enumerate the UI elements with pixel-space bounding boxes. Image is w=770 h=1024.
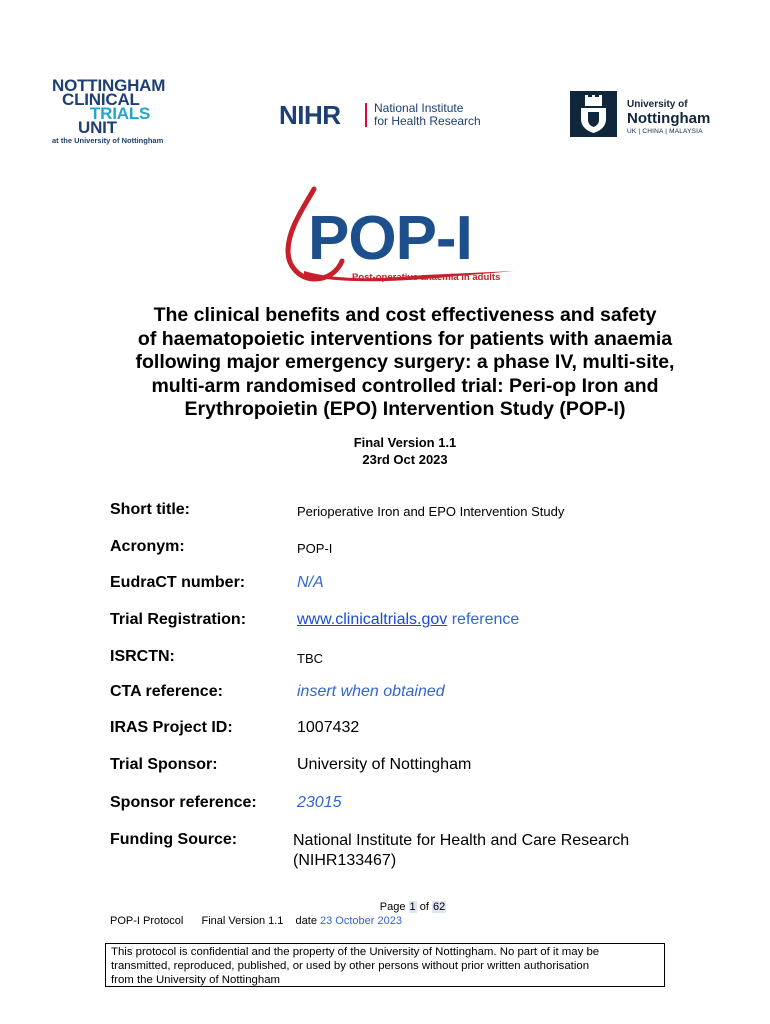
version-block: [85, 434, 725, 468]
protocol-title: [85, 304, 725, 422]
pop-i-logo-tagline: Post-operative anaemia in adults: [352, 272, 501, 283]
sponsor-reference-value: 23015: [297, 794, 342, 811]
nihr-logo-abbr: NIHR: [279, 100, 341, 130]
eudract-value: N/A: [297, 574, 324, 591]
iras-value: 1007432: [297, 719, 360, 736]
pop-i-logo-graphic: [284, 185, 524, 285]
trial-registration-value: [297, 611, 519, 629]
uon-logo-line3: UK | CHINA | MALAYSIA: [627, 128, 703, 135]
acronym-value: POP-I: [297, 541, 333, 556]
version-date: 23rd Oct 2023: [362, 452, 448, 467]
confidentiality-line: This protocol is confidential and the property of the University of Nottingham. No part of it may be: [111, 946, 600, 958]
confidentiality-line: from the University of Nottingham: [111, 974, 281, 986]
nctu-logo-line4: UNIT: [78, 118, 117, 137]
funding-source-value: [293, 831, 629, 871]
nihr-logo-line2: for Health Research: [374, 114, 481, 128]
footer-protocol: POP-I Protocol: [110, 915, 184, 927]
title-line: of haematopoietic interventions for patients with anaemia: [137, 327, 673, 350]
nihr-logo-divider: [365, 103, 367, 127]
page-number: [0, 901, 770, 913]
cta-reference-label: CTA reference:: [110, 683, 223, 700]
nctu-logo-line2: CLINICAL: [62, 90, 140, 109]
uon-logo-line1: University of: [627, 99, 688, 110]
cta-reference-value: insert when obtained: [297, 683, 445, 700]
trial-registration-label: Trial Registration:: [110, 611, 247, 628]
footer-date-prefix: date: [295, 915, 321, 927]
short-title-value: Perioperative Iron and EPO Intervention Study: [297, 504, 565, 519]
title-line: multi-arm randomised controlled trial: Peri-op Iron and: [151, 374, 659, 397]
nctu-logo-subtitle: at the University of Nottingham: [52, 136, 164, 145]
nihr-logo-line1: National Institute: [374, 101, 464, 115]
nctu-logo-line1: NOTTINGHAM: [52, 76, 166, 95]
isrctn-label: ISRCTN:: [110, 648, 175, 665]
uon-crest-icon: [570, 91, 617, 137]
funding-source-line1: National Institute for Health and Care Research: [293, 832, 630, 849]
pop-i-logo: [284, 185, 524, 285]
short-title-label: Short title:: [110, 501, 190, 518]
version-number: Final Version 1.1: [353, 435, 457, 450]
footer-version: Final Version 1.1: [201, 915, 284, 927]
page-total: 62: [432, 901, 446, 913]
page-mid: of: [416, 901, 432, 913]
nctu-logo-line3: TRIALS: [90, 104, 151, 123]
acronym-label: Acronym:: [110, 538, 185, 555]
funding-source-label: Funding Source:: [110, 831, 238, 848]
trial-registration-suffix: reference: [447, 611, 520, 628]
title-line: following major emergency surgery: a phase IV, multi-site,: [135, 351, 675, 373]
title-line: The clinical benefits and cost effectiveness and safety: [153, 304, 657, 326]
confidentiality-notice: [105, 943, 665, 987]
footer-info: [110, 915, 402, 927]
title-line: Erythropoietin (EPO) Intervention Study (POP-I): [184, 398, 626, 420]
sponsor-reference-label: Sponsor reference:: [110, 794, 257, 811]
footer-date: 23 October 2023: [320, 915, 402, 927]
nctu-logo: [52, 78, 182, 148]
page-prefix: Page: [379, 901, 409, 913]
page-current: 1: [409, 901, 416, 913]
trial-sponsor-value: University of Nottingham: [297, 756, 472, 773]
trial-sponsor-label: Trial Sponsor:: [110, 756, 218, 773]
pop-i-logo-name: POP-I: [308, 204, 472, 273]
funding-source-line2: (NIHR133467): [293, 852, 397, 869]
uon-logo-line2: Nottingham: [627, 110, 711, 127]
eudract-label: EudraCT number:: [110, 574, 246, 591]
isrctn-value: TBC: [297, 651, 323, 666]
iras-label: IRAS Project ID:: [110, 719, 233, 736]
clinicaltrials-link[interactable]: www.clinicaltrials.gov: [297, 611, 448, 628]
confidentiality-line: transmitted, reproduced, published, or used by other persons without prior written authorisation: [111, 960, 590, 972]
